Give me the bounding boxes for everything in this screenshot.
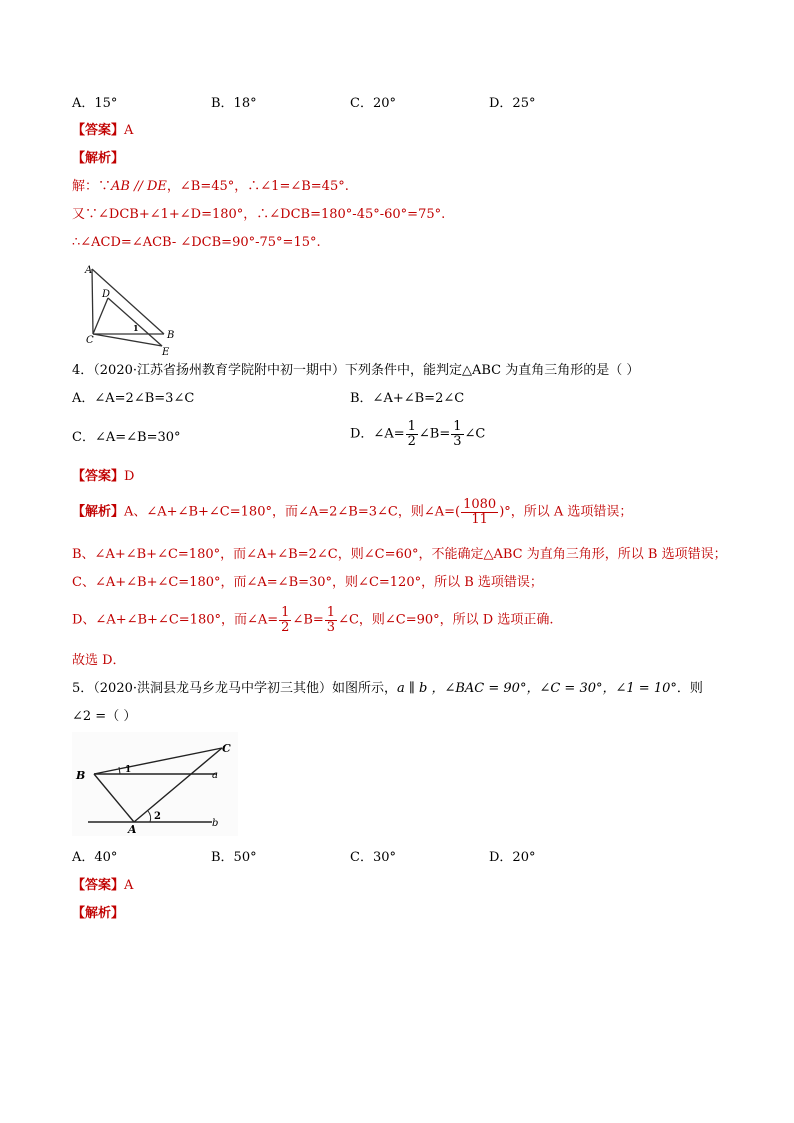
frac-den: 2: [407, 433, 416, 449]
q4-option-a: A．∠A=2∠B=3∠C: [72, 391, 195, 406]
q5-option-b: B．50°: [211, 850, 257, 865]
exp-d-pre: D、∠A+∠B+∠C=180°，而∠A=: [72, 612, 279, 628]
edge-ab: [92, 269, 164, 334]
q3-option-b: B．18°: [211, 96, 257, 111]
label-b: B: [167, 330, 175, 341]
label-a: A: [85, 265, 93, 276]
edge-ce: [93, 334, 162, 346]
fraction-half: [406, 420, 418, 448]
fraction-third: [451, 420, 463, 448]
frac-den: 2: [281, 619, 290, 635]
q4-option-b: B．∠A+∠B=2∠C: [350, 391, 465, 406]
q3-solution-line-1: [72, 180, 349, 193]
q3-figure: [82, 262, 182, 357]
q5-option-a: A．40°: [72, 850, 118, 865]
frac-num: 1080: [463, 497, 497, 512]
analysis-tag: 【解析】: [72, 504, 125, 520]
fraction-third: [325, 606, 337, 634]
label-line-a: a: [212, 770, 218, 781]
q3-analysis-tag: 【解析】: [72, 151, 125, 166]
answer-value: A: [124, 878, 134, 893]
label-c: C: [86, 335, 94, 346]
q5-stem-line-2: ∠2 =（ ）: [72, 709, 137, 724]
exp-d-post: ∠C，则∠C=90°，所以 D 选项正确.: [338, 612, 554, 628]
frac-den: 3: [453, 433, 462, 449]
exp-a-post: )°，所以 A 选项错误；: [499, 504, 633, 520]
frac-num: 1: [281, 605, 290, 620]
q4-stem: 4．（2020·江苏省扬州教育学院附中初一期中）下列条件中，能判定△ABC 为直角三角形的是（ ）: [72, 363, 640, 378]
q5-analysis-tag: 【解析】: [72, 906, 125, 921]
q4-conclusion: 故选 D．: [72, 653, 126, 668]
label-c: C: [222, 742, 231, 755]
exp-a-pre: A、∠A+∠B+∠C=180°，而∠A=2∠B=3∠C，则∠A=(: [124, 504, 461, 520]
frac-den: 3: [326, 619, 336, 635]
frac-den: 11: [471, 511, 488, 527]
edge-de: [108, 298, 162, 346]
q4-explanation-d: [72, 606, 554, 634]
q5-answer-line: [72, 879, 133, 892]
label-d: D: [102, 289, 111, 300]
edge-cd: [93, 298, 108, 334]
answer-tag: 【答案】: [72, 878, 125, 893]
stem1-post: ．则: [676, 681, 703, 696]
q4-explanation-b: B、∠A+∠B+∠C=180°，而∠A+∠B=2∠C，则∠C=60°，不能确定△ABC 为直角三角形，所以 B 选项错误；: [72, 547, 727, 562]
sol1-ab: AB // DE: [111, 179, 167, 194]
sol1-b: ，∠B=45°，∴∠1=∠B=45°.: [166, 179, 349, 194]
label-e: E: [162, 347, 170, 357]
q3-option-d: D．25°: [489, 96, 536, 111]
q5-stem-line-1: [72, 682, 703, 695]
q4-explanation-c: C、∠A+∠B+∠C=180°，而∠A=∠B=30°，则∠C=120°，所以 B 选项错误；: [72, 575, 543, 590]
stem1-pre: 5．（2020·洪洞县龙马乡龙马中学初三其他）如图所示，: [72, 681, 397, 696]
label-line-b: b: [212, 818, 219, 829]
q5-option-d: D．20°: [489, 850, 536, 865]
q4-explanation-a: [72, 498, 632, 526]
exp-d-mid: ∠B=: [292, 612, 324, 628]
q5-figure: [72, 732, 238, 836]
stem1-math: a ∥ b ，∠BAC = 90°，∠C = 30°，∠1 = 10°: [397, 681, 677, 696]
q3-option-a: A．15°: [72, 96, 118, 111]
frac-num: 1: [453, 419, 462, 434]
edge-ac: [92, 269, 93, 334]
fraction-1080-11: [461, 498, 498, 526]
answer-tag: 【答案】: [72, 469, 125, 484]
q4-option-c: C．∠A=∠B=30°: [72, 430, 181, 445]
frac-num: 1: [407, 419, 416, 434]
label-angle-1: 1: [125, 765, 132, 775]
q3-option-c: C．20°: [350, 96, 396, 111]
label-angle-2: 2: [154, 811, 161, 822]
q3-answer-line: [72, 124, 133, 137]
q3-solution-line-2: 又∵∠DCB+∠1+∠D=180°，∴∠DCB=180°-45°-60°=75°.: [72, 207, 446, 222]
answer-tag: 【答案】: [72, 123, 125, 138]
label-angle-1: 1: [133, 323, 139, 333]
fraction-half: [279, 606, 291, 634]
q3-solution-line-3: ∴∠ACD=∠ACB- ∠DCB=90°-75°=15°.: [72, 235, 321, 250]
answer-value: D: [124, 469, 135, 484]
q4-option-d: [350, 420, 485, 448]
opt-d-mid: ∠B=: [418, 426, 451, 442]
label-a: A: [128, 823, 137, 836]
sol1-a: 解：∵: [72, 179, 112, 194]
opt-d-post: ∠C: [464, 426, 486, 442]
opt-d-pre: D．∠A=: [350, 426, 405, 442]
q5-option-c: C．30°: [350, 850, 396, 865]
label-b: B: [76, 769, 86, 782]
frac-num: 1: [326, 605, 336, 620]
q4-answer-line: [72, 470, 134, 483]
answer-value: A: [124, 123, 134, 138]
